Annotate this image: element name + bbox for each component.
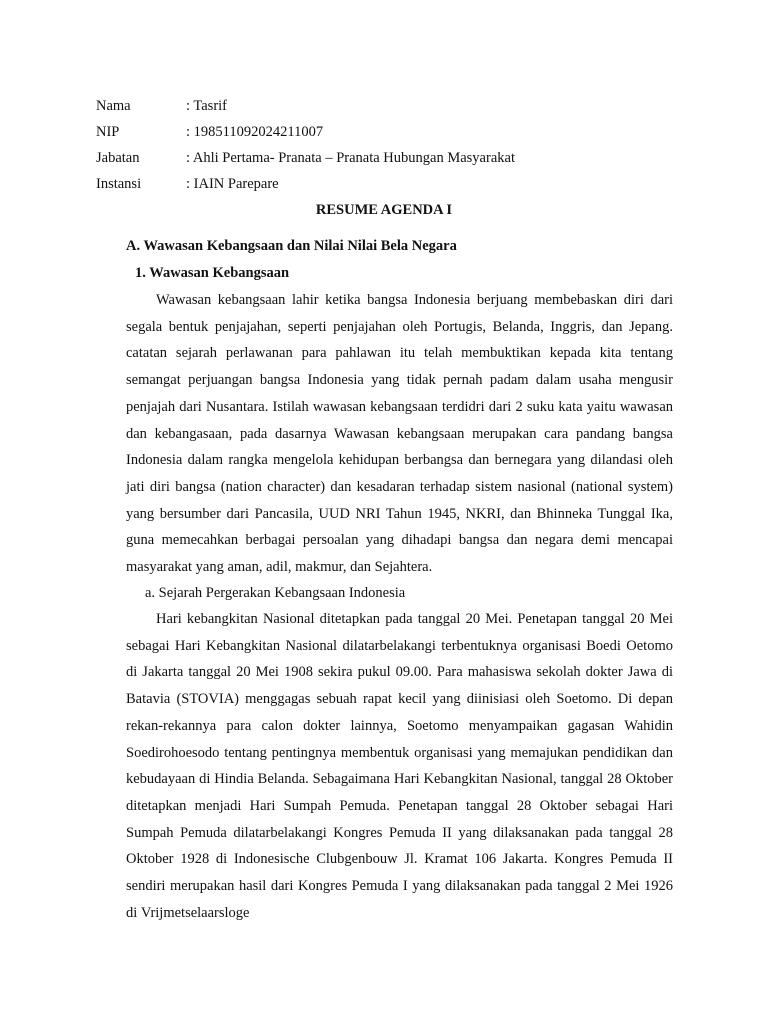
document-title: RESUME AGENDA I [315,202,453,218]
identity-value: : Ahli Pertama- Pranata – Pranata Hubungan Masyarakat [186,150,515,166]
identity-value: : 198511092024211007 [186,124,324,140]
paragraph-wawasan-kebangsaan: Wawasan kebangsaan lahir ketika bangsa Indonesia berjuang membebaskan diri dari segala bentuk penjajahan, seperti penjajahan oleh Portugis, Belanda, Inggris, dan Jepang. catatan sejarah perlawanan para pahlawan itu telah membuktikan kepada kita tentang semangat perjuangan bangsa Indonesia yang tidak pernah padam dalam usaha mengusir penjajah dari Nusantara. Istilah wawasan kebangsaan terdidri dari 2 suku kata yaitu wawasan dan kebangasaan, pada dasarnya Wawasan kebangsaan merupakan cara pandang bangsa Indonesia dalam rangka mengelola kehidupan berbangsa dan bernegara yang dilandasi oleh jati diri bangsa (nation character) dan kesadaran terhadap sistem nasional (national system) yang bersumber dari Pancasila, UUD NRI Tahun 1945, NKRI, dan Bhinneka Tunggal Ika, guna memecahkan berbagai persoalan yang dihadapi bangsa dan negara demi mencapai masyarakat yang aman, adil, makmur, dan Sejahtera. [126,292,673,576]
identity-label: Instansi [96,176,142,192]
subsection-1-heading: 1. Wawasan Kebangsaan [135,265,290,281]
identity-label: Nama [96,98,131,114]
subsection-a-heading: a. Sejarah Pergerakan Kebangsaan Indonesia [145,585,406,601]
identity-value: : IAIN Parepare [186,176,279,192]
section-a-heading: A. Wawasan Kebangsaan dan Nilai Nilai Bela Negara [126,238,457,254]
paragraph-sejarah-pergerakan: Hari kebangkitan Nasional ditetapkan pada tanggal 20 Mei. Penetapan tanggal 20 Mei sebagai Hari Kebangkitan Nasional dilatarbelakangi terbentuknya organisasi Boedi Oetomo di Jakarta tanggal 20 Mei 1908 sekira pukul 09.00. Para mahasiswa sekolah dokter Jawa di Batavia (STOVIA) menggagas sebuah rapat kecil yang diinisiasi oleh Soetomo. Di depan rekan-rekannya para calon dokter lainnya, Soetomo menyampaikan gagasan Wahidin Soedirohoesodo tentang pentingnya membentuk organisasi yang memajukan pendidikan dan kebudayaan di Hindia Belanda. Sebagaimana Hari Kebangkitan Nasional, tanggal 28 Oktober ditetapkan menjadi Hari Sumpah Pemuda. Penetapan tanggal 28 Oktober sebagai Hari Sumpah Pemuda dilatarbelakangi Kongres Pemuda II yang dilaksanakan pada tanggal 28 Oktober 1928 di Indonesische Clubgenbouw Jl. Kramat 106 Jakarta. Kongres Pemuda II sendiri merupakan hasil dari Kongres Pemuda I yang dilaksanakan pada tanggal 2 Mei 1926 di Vrijmetselaarsloge [126,611,673,921]
identity-value: : Tasrif [186,98,228,114]
identity-label: Jabatan [96,150,140,166]
identity-label: NIP [96,124,120,140]
